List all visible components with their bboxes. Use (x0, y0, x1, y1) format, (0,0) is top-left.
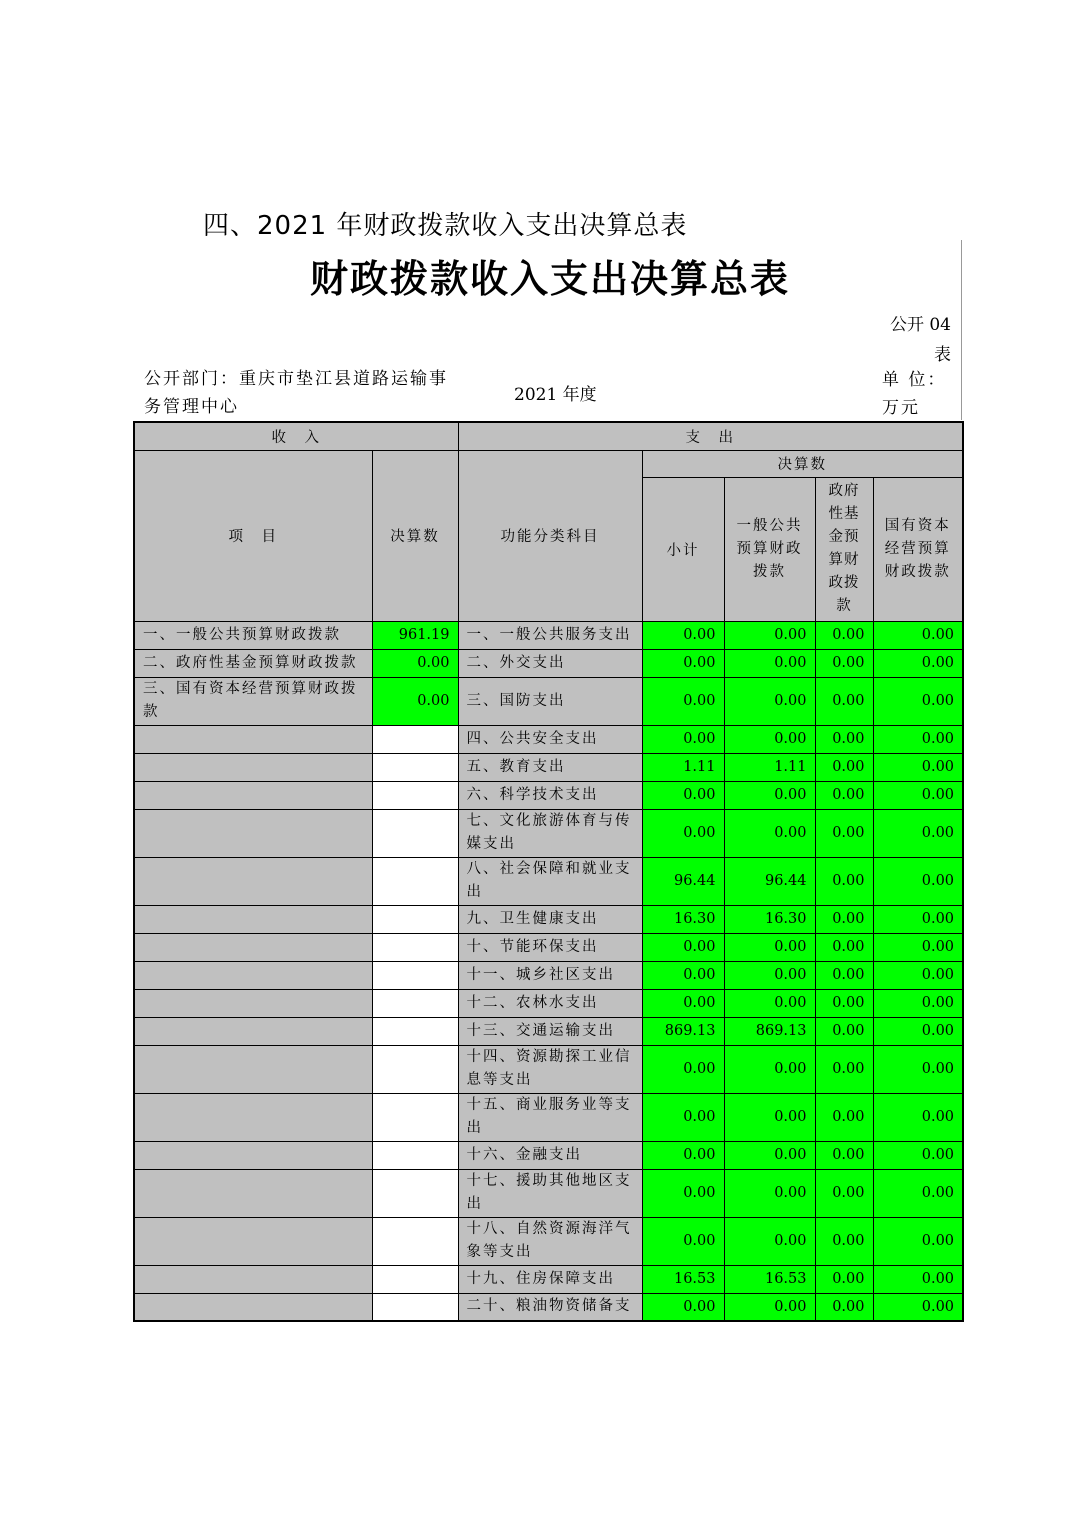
state-capital-cell: 0.00 (873, 753, 963, 781)
income-amount-cell (372, 961, 458, 989)
subtotal-cell: 1.11 (642, 753, 724, 781)
table-row (134, 809, 963, 857)
state-capital-cell: 0.00 (873, 961, 963, 989)
subject-cell: 五、教育支出 (458, 753, 642, 781)
income-item-cell (134, 933, 372, 961)
gov-fund-cell: 0.00 (815, 989, 873, 1017)
subject-cell: 二、外交支出 (458, 649, 642, 677)
income-amount-cell (372, 1045, 458, 1093)
income-amount-cell (372, 857, 458, 905)
budget-group-header: 决算数 (642, 450, 963, 477)
state-capital-cell: 0.00 (873, 857, 963, 905)
subtotal-cell: 96.44 (642, 857, 724, 905)
subject-cell: 八、社会保障和就业支出 (458, 857, 642, 905)
general-cell: 0.00 (724, 1093, 815, 1141)
income-amount-cell (372, 809, 458, 857)
state-capital-cell: 0.00 (873, 905, 963, 933)
gov-fund-cell: 0.00 (815, 1293, 873, 1321)
general-cell: 0.00 (724, 725, 815, 753)
income-item-cell (134, 725, 372, 753)
table-row (134, 1293, 963, 1321)
table-row (134, 621, 963, 649)
state-capital-cell: 0.00 (873, 621, 963, 649)
gov-fund-cell: 0.00 (815, 621, 873, 649)
subtotal-cell: 0.00 (642, 933, 724, 961)
general-cell: 16.30 (724, 905, 815, 933)
gov-fund-cell: 0.00 (815, 1045, 873, 1093)
table-row (134, 649, 963, 677)
subject-cell: 十五、商业服务业等支出 (458, 1093, 642, 1141)
subject-cell: 一、一般公共服务支出 (458, 621, 642, 649)
general-cell: 0.00 (724, 989, 815, 1017)
subject-cell: 十八、自然资源海洋气象等支出 (458, 1217, 642, 1265)
subtotal-cell: 0.00 (642, 677, 724, 725)
subject-cell: 四、公共安全支出 (458, 725, 642, 753)
subject-cell: 七、文化旅游体育与传媒支出 (458, 809, 642, 857)
income-header: 收 入 (134, 422, 458, 450)
table-row (134, 857, 963, 905)
income-amount-cell (372, 1169, 458, 1217)
table-row (134, 753, 963, 781)
general-cell: 0.00 (724, 621, 815, 649)
general-header: 一般公共预算财政拨款 (724, 477, 815, 621)
income-amount-cell (372, 1217, 458, 1265)
subtotal-cell: 0.00 (642, 621, 724, 649)
budget-table (133, 421, 964, 1322)
subtotal-cell: 0.00 (642, 1169, 724, 1217)
gov-fund-cell: 0.00 (815, 1017, 873, 1045)
subtotal-cell: 0.00 (642, 649, 724, 677)
subtotal-cell: 0.00 (642, 1141, 724, 1169)
page-title: 财政拨款收入支出决算总表 (310, 256, 791, 301)
item-header: 项 目 (134, 450, 372, 621)
state-capital-cell: 0.00 (873, 1293, 963, 1321)
income-item-cell (134, 857, 372, 905)
income-item-cell (134, 905, 372, 933)
general-cell: 0.00 (724, 649, 815, 677)
fiscal-year: 2021 年度 (514, 385, 597, 405)
gov-fund-cell: 0.00 (815, 1265, 873, 1293)
state-capital-cell: 0.00 (873, 1217, 963, 1265)
general-cell: 0.00 (724, 1045, 815, 1093)
income-item-cell: 二、政府性基金预算财政拨款 (134, 649, 372, 677)
state-capital-cell: 0.00 (873, 1265, 963, 1293)
gov-fund-cell: 0.00 (815, 933, 873, 961)
income-item-cell (134, 1293, 372, 1321)
state-capital-cell: 0.00 (873, 1141, 963, 1169)
form-number: 公开 04 表 (889, 315, 951, 365)
income-item-cell (134, 1017, 372, 1045)
func-subject-header: 功能分类科目 (458, 450, 642, 621)
gov-fund-cell: 0.00 (815, 905, 873, 933)
income-amount-cell: 0.00 (372, 677, 458, 725)
income-item-cell (134, 961, 372, 989)
subject-cell: 九、卫生健康支出 (458, 905, 642, 933)
general-cell: 869.13 (724, 1017, 815, 1045)
subject-cell: 十一、城乡社区支出 (458, 961, 642, 989)
income-amount-cell: 0.00 (372, 649, 458, 677)
table-row (134, 989, 963, 1017)
subtotal-cell: 16.30 (642, 905, 724, 933)
state-capital-cell: 0.00 (873, 1045, 963, 1093)
subtotal-cell: 0.00 (642, 1045, 724, 1093)
subject-cell: 十三、交通运输支出 (458, 1017, 642, 1045)
income-item-cell (134, 1045, 372, 1093)
general-cell: 16.53 (724, 1265, 815, 1293)
table-row (134, 725, 963, 753)
gov-fund-cell: 0.00 (815, 781, 873, 809)
table-row (134, 1169, 963, 1217)
general-cell: 0.00 (724, 933, 815, 961)
income-item-cell (134, 1093, 372, 1141)
gov-fund-cell: 0.00 (815, 857, 873, 905)
general-cell: 0.00 (724, 961, 815, 989)
subtotal-cell: 16.53 (642, 1265, 724, 1293)
subject-cell: 十二、农林水支出 (458, 989, 642, 1017)
table-row (134, 1045, 963, 1093)
subtotal-cell: 0.00 (642, 1217, 724, 1265)
state-capital-cell: 0.00 (873, 781, 963, 809)
subject-cell: 十九、住房保障支出 (458, 1265, 642, 1293)
income-item-cell (134, 1141, 372, 1169)
gov-fund-cell: 0.00 (815, 753, 873, 781)
subject-cell: 十六、金融支出 (458, 1141, 642, 1169)
subtotal-cell: 0.00 (642, 1093, 724, 1141)
income-amount-cell (372, 1265, 458, 1293)
income-item-cell (134, 781, 372, 809)
subtotal-cell: 0.00 (642, 725, 724, 753)
income-amount-cell: 961.19 (372, 621, 458, 649)
subtotal-cell: 0.00 (642, 1293, 724, 1321)
gov-fund-cell: 0.00 (815, 809, 873, 857)
income-amount-cell (372, 781, 458, 809)
subject-cell: 六、科学技术支出 (458, 781, 642, 809)
income-amount-cell (372, 1093, 458, 1141)
state-capital-cell: 0.00 (873, 933, 963, 961)
income-item-cell: 一、一般公共预算财政拨款 (134, 621, 372, 649)
subtotal-cell: 0.00 (642, 989, 724, 1017)
page-edge-line (961, 240, 962, 420)
general-cell: 0.00 (724, 809, 815, 857)
table-row (134, 1017, 963, 1045)
state-capital-cell: 0.00 (873, 1169, 963, 1217)
state-capital-cell: 0.00 (873, 809, 963, 857)
income-item-cell (134, 809, 372, 857)
state-capital-cell: 0.00 (873, 649, 963, 677)
income-item-cell (134, 989, 372, 1017)
subject-cell: 三、国防支出 (458, 677, 642, 725)
general-cell: 0.00 (724, 1141, 815, 1169)
gov-fund-cell: 0.00 (815, 961, 873, 989)
table-row (134, 1141, 963, 1169)
gov-fund-cell: 0.00 (815, 1169, 873, 1217)
income-amount-cell (372, 989, 458, 1017)
state-capital-cell: 0.00 (873, 1017, 963, 1045)
state-capital-cell: 0.00 (873, 1093, 963, 1141)
general-cell: 96.44 (724, 857, 815, 905)
state-capital-cell: 0.00 (873, 725, 963, 753)
subtotal-cell: 869.13 (642, 1017, 724, 1045)
general-cell: 0.00 (724, 1217, 815, 1265)
income-item-cell: 三、国有资本经营预算财政拨款 (134, 677, 372, 725)
gov-fund-cell: 0.00 (815, 1141, 873, 1169)
table-row (134, 781, 963, 809)
unit-label: 单 位： 万元 (882, 370, 947, 418)
general-cell: 0.00 (724, 677, 815, 725)
expense-header: 支 出 (458, 422, 963, 450)
subject-cell: 十、节能环保支出 (458, 933, 642, 961)
subject-cell: 十四、资源勘探工业信息等支出 (458, 1045, 642, 1093)
table-row (134, 677, 963, 725)
subtotal-header: 小计 (642, 477, 724, 621)
table-row (134, 933, 963, 961)
gov-fund-cell: 0.00 (815, 1093, 873, 1141)
general-cell: 1.11 (724, 753, 815, 781)
income-item-cell (134, 753, 372, 781)
subject-cell: 十七、援助其他地区支出 (458, 1169, 642, 1217)
subtotal-cell: 0.00 (642, 781, 724, 809)
general-cell: 0.00 (724, 1169, 815, 1217)
gov-fund-header: 政府性基金预算财政拨款 (815, 477, 873, 621)
income-amount-cell (372, 725, 458, 753)
state-capital-header: 国有资本经营预算财政拨款 (873, 477, 963, 621)
gov-fund-cell: 0.00 (815, 1217, 873, 1265)
table-row (134, 905, 963, 933)
income-amount-cell (372, 753, 458, 781)
income-amount-cell (372, 933, 458, 961)
income-amount-cell (372, 905, 458, 933)
income-item-cell (134, 1169, 372, 1217)
subject-cell: 二十、粮油物资储备支 (458, 1293, 642, 1321)
income-amount-cell (372, 1017, 458, 1045)
table-row (134, 961, 963, 989)
general-cell: 0.00 (724, 781, 815, 809)
gov-fund-cell: 0.00 (815, 725, 873, 753)
general-cell: 0.00 (724, 1293, 815, 1321)
budget-header: 决算数 (372, 450, 458, 621)
state-capital-cell: 0.00 (873, 677, 963, 725)
gov-fund-cell: 0.00 (815, 649, 873, 677)
income-amount-cell (372, 1141, 458, 1169)
income-item-cell (134, 1217, 372, 1265)
gov-fund-cell: 0.00 (815, 677, 873, 725)
section-heading: 四、2021 年财政拨款收入支出决算总表 (203, 211, 688, 241)
table-row (134, 1093, 963, 1141)
table-row (134, 1217, 963, 1265)
state-capital-cell: 0.00 (873, 989, 963, 1017)
income-amount-cell (372, 1293, 458, 1321)
department-label: 公开部门：重庆市垫江县道路运输事务管理中心 (144, 369, 448, 417)
table-row (134, 1265, 963, 1293)
subtotal-cell: 0.00 (642, 809, 724, 857)
income-item-cell (134, 1265, 372, 1293)
subtotal-cell: 0.00 (642, 961, 724, 989)
